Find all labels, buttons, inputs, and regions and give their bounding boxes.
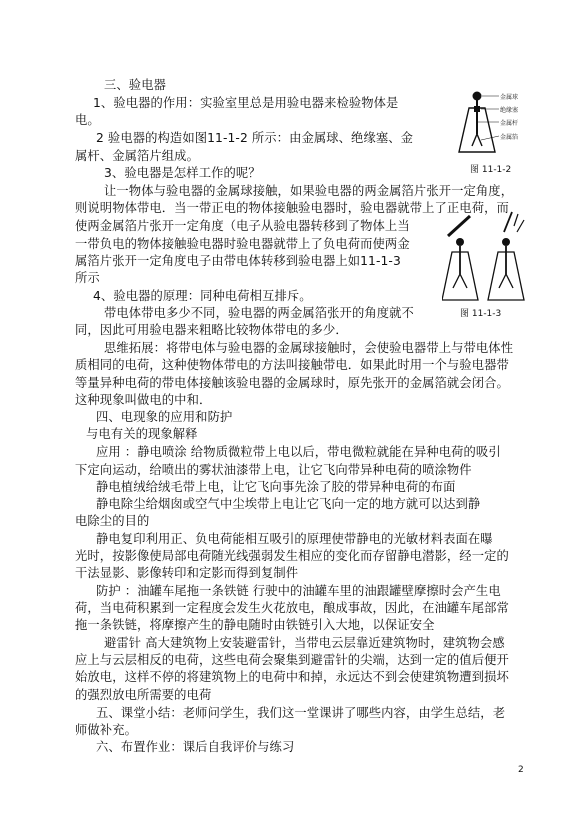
electroscope-figure-11-1-3 [442, 208, 542, 308]
text-line: 思维拓展：将带电体与验电器的金属球接触时，会使验电器带上与带电体性 [104, 341, 514, 355]
figure-caption-11-1-3: 图 11-1-3 [460, 309, 502, 319]
text-line: 避雷针 高大建筑物上安装避雷针，当带电云层靠近建筑物时，建筑物会感 [104, 636, 505, 650]
text-line: 让一物体与验电器的金属球接触，如果验电器的两金属箔片张开一定角度， [104, 184, 514, 198]
text-line: 这种现象叫做电的中和． [75, 393, 212, 407]
text-line: 属箔片张开一定角度电子由带电体转移到验电器上如11-1-3 [75, 254, 401, 268]
text-line: 始放电，这样不停的将建筑物上的电荷中和掉，永远达不到会使建筑物遭到损坏 [75, 670, 509, 684]
label-metal-ball: 金属球 [500, 94, 519, 101]
section-heading-4: 四、电现象的应用和防护 [96, 410, 233, 424]
text-line: 静电复印利用正、负电荷能相互吸引的原理使带静电的光敏材料表面在曝 [96, 532, 493, 546]
text-line: 荷，当电荷积累到一定程度会发生火花放电，酿成事故，因此，在油罐车尾部常 [75, 601, 509, 615]
text-line: 则说明物体带电．当一带正电的物体接触验电器时，验电器就带上了正电荷，而 [75, 201, 509, 215]
text-line: 同，因此可用验电器来粗略比较物体带电的多少． [75, 323, 348, 337]
text-line: 应上与云层相反的电荷，这些电荷会聚集到避雷针的尖端，达到一定的值后便开 [75, 653, 509, 667]
text-line: 带电体带电多少不同，验电器的两金属箔张开的角度就不 [104, 306, 414, 320]
label-insulating-stopper: 绝缘塞 [500, 107, 519, 114]
section-heading-6: 六、布置作业：课后自我评价与练习 [96, 740, 295, 754]
text-line: 静电除尘给烟囱或空气中尘埃带上电让它飞向一定的地方就可以达到静 [96, 497, 481, 511]
text-line: 4、验电器的原理：同种电荷相互排斥。 [93, 289, 312, 303]
text-line: 等量异种电荷的带电体接触该验电器的金属球时，原先张开的金属箔就会闭合。 [75, 376, 509, 390]
section-heading-5: 五、课堂小结：老师问学生，我们这一堂课讲了哪些内容，由学生总结，老 [96, 706, 506, 720]
text-line: 师做补充。 [75, 723, 137, 737]
text-line: 电。 [75, 113, 100, 127]
text-line: 质相同的电荷，这种使物体带电的方法叫接触带电．如果此时用一个与验电器带 [75, 358, 509, 372]
label-metal-foil: 金属箔 [500, 134, 519, 141]
text-line: 光时，按影像使局部电荷随光线强弱发生相应的变化而存留静电潜影，经一定的 [75, 549, 509, 563]
text-line: 应用 ：静电喷涂 给物质微粒带上电以后，带电微粒就能在异种电荷的吸引 [96, 445, 501, 459]
text-line: 所示 [75, 271, 100, 285]
figure-caption-11-1-2: 图 11-1-2 [470, 165, 512, 175]
text-line: 电除尘的目的 [75, 514, 150, 528]
label-metal-rod: 金属杆 [500, 120, 519, 127]
text-line: 干法显影、影像转印和定影而得到复制件 [75, 566, 299, 580]
text-line: 下定向运动，给喷出的雾状油漆带上电，让它飞向带异种电荷的喷涂物件 [75, 463, 472, 477]
section-heading-3: 三、验电器 [104, 78, 166, 92]
text-line: 2 验电器的构造如图11-1-2 所示：由金属球、绝缘塞、金 [96, 131, 414, 145]
text-line: 拖一条铁链，将摩擦产生的静电随时由铁链引入大地，以保证安全 [75, 618, 435, 632]
text-line: 与电有关的现象解释 [86, 427, 198, 441]
text-line: 静电植绒给绒毛带上电，让它飞向事先涂了胶的带异种电荷的布面 [96, 480, 456, 494]
text-line: 1、验电器的作用：实验室里总是用验电器来检验物体是 [93, 96, 399, 110]
text-line: 使两金属箔片张开一定角度（电子从验电器转移到了物体上当 [75, 219, 410, 233]
text-line: 属杆、金属箔片组成。 [75, 149, 199, 163]
text-line: 3、验电器是怎样工作的呢？ [104, 166, 261, 180]
page-number: 2 [518, 765, 524, 775]
text-line: 防护 ：油罐车尾拖一条铁链 行驶中的油罐车里的油跟罐壁摩擦时会产生电 [96, 584, 501, 598]
text-line: 一带负电的物体接触验电器时验电器就带上了负电荷而使两金 [75, 237, 410, 251]
text-line: 的强烈放电所需要的电荷 [75, 688, 212, 702]
